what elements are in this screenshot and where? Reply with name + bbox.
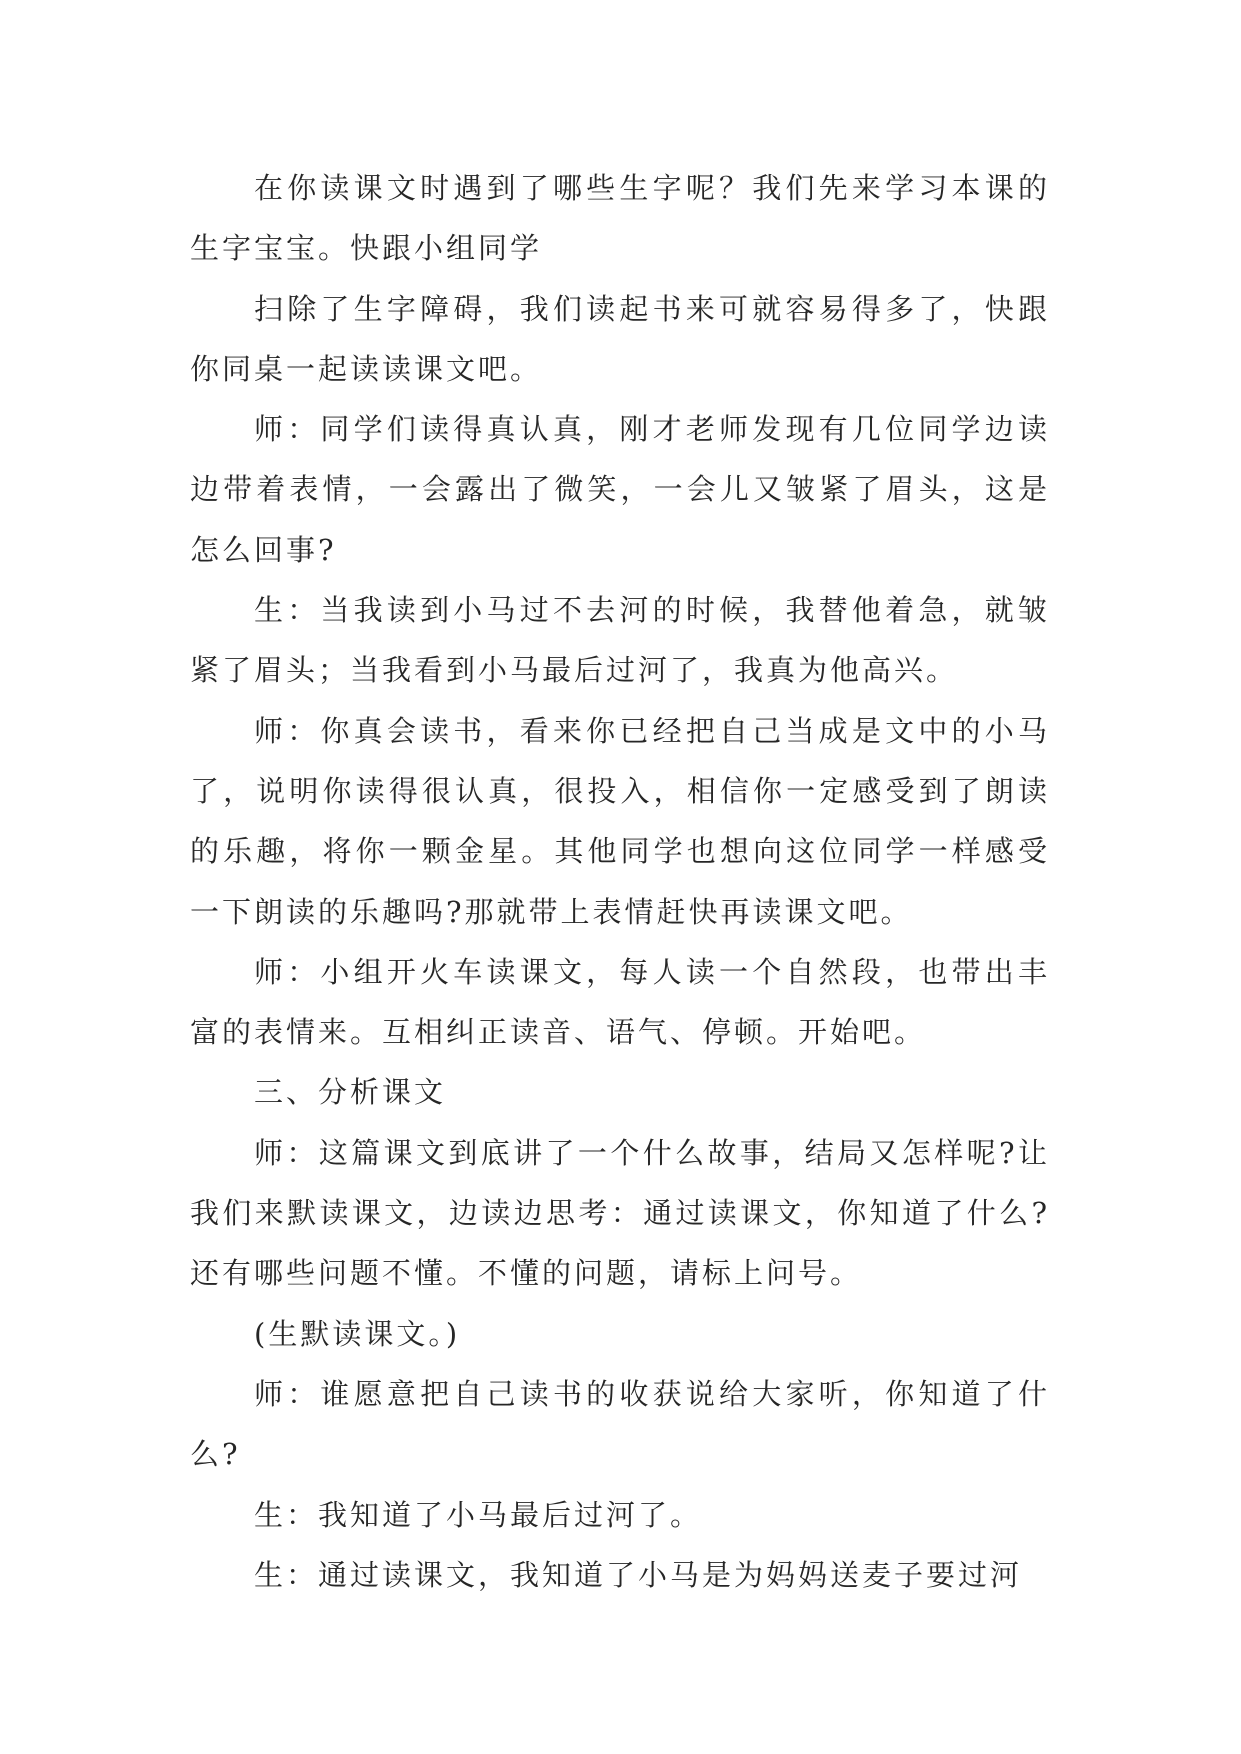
- paragraph: 师：谁愿意把自己读书的收获说给大家听，你知道了什么?: [190, 1376, 1050, 1472]
- paragraph: 师：你真会读书，看来你已经把自己当成是文中的小马了，说明你读得很认真，很投入，相信你一定感受到了朗读的乐趣，将你一颗金星。其他同学也想向这位同学一样感受一下朗读的乐趣吗?那就带上表情赶快再读课文吧。: [190, 713, 1050, 929]
- paragraph: 扫除了生字障碍，我们读起书来可就容易得多了，快跟你同桌一起读读课文吧。: [190, 291, 1050, 386]
- paragraph: 师：小组开火车读课文，每人读一个自然段，也带出丰富的表情来。互相纠正读音、语气、停顿。开始吧。: [190, 954, 1050, 1050]
- paragraph: 生：我知道了小马最后过河了。: [254, 1497, 703, 1532]
- paragraph: 师：这篇课文到底讲了一个什么故事，结局又怎样呢?让我们来默读课文，边读边思考：通过读课文，你知道了什么?还有哪些问题不懂。不懂的问题，请标上问号。: [190, 1135, 1050, 1291]
- paragraph: 生：当我读到小马过不去河的时候，我替他着急，就皱紧了眉头；当我看到小马最后过河了，我真为他高兴。: [190, 593, 1050, 688]
- paragraph: 生：通过读课文，我知道了小马是为妈妈送麦子要过河: [254, 1557, 1023, 1592]
- paragraph: 在你读课文时遇到了哪些生字呢？我们先来学习本课的生字宝宝。快跟小组同学: [190, 171, 1050, 266]
- paragraph: (生默读课文。): [254, 1316, 461, 1351]
- section-heading: 三、分析课文: [254, 1075, 447, 1110]
- paragraph: 师：同学们读得真认真，刚才老师发现有几位同学边读边带着表情，一会露出了微笑，一会儿又皱紧了眉头，这是怎么回事?: [190, 412, 1050, 567]
- document-body: [190, 158, 1050, 1605]
